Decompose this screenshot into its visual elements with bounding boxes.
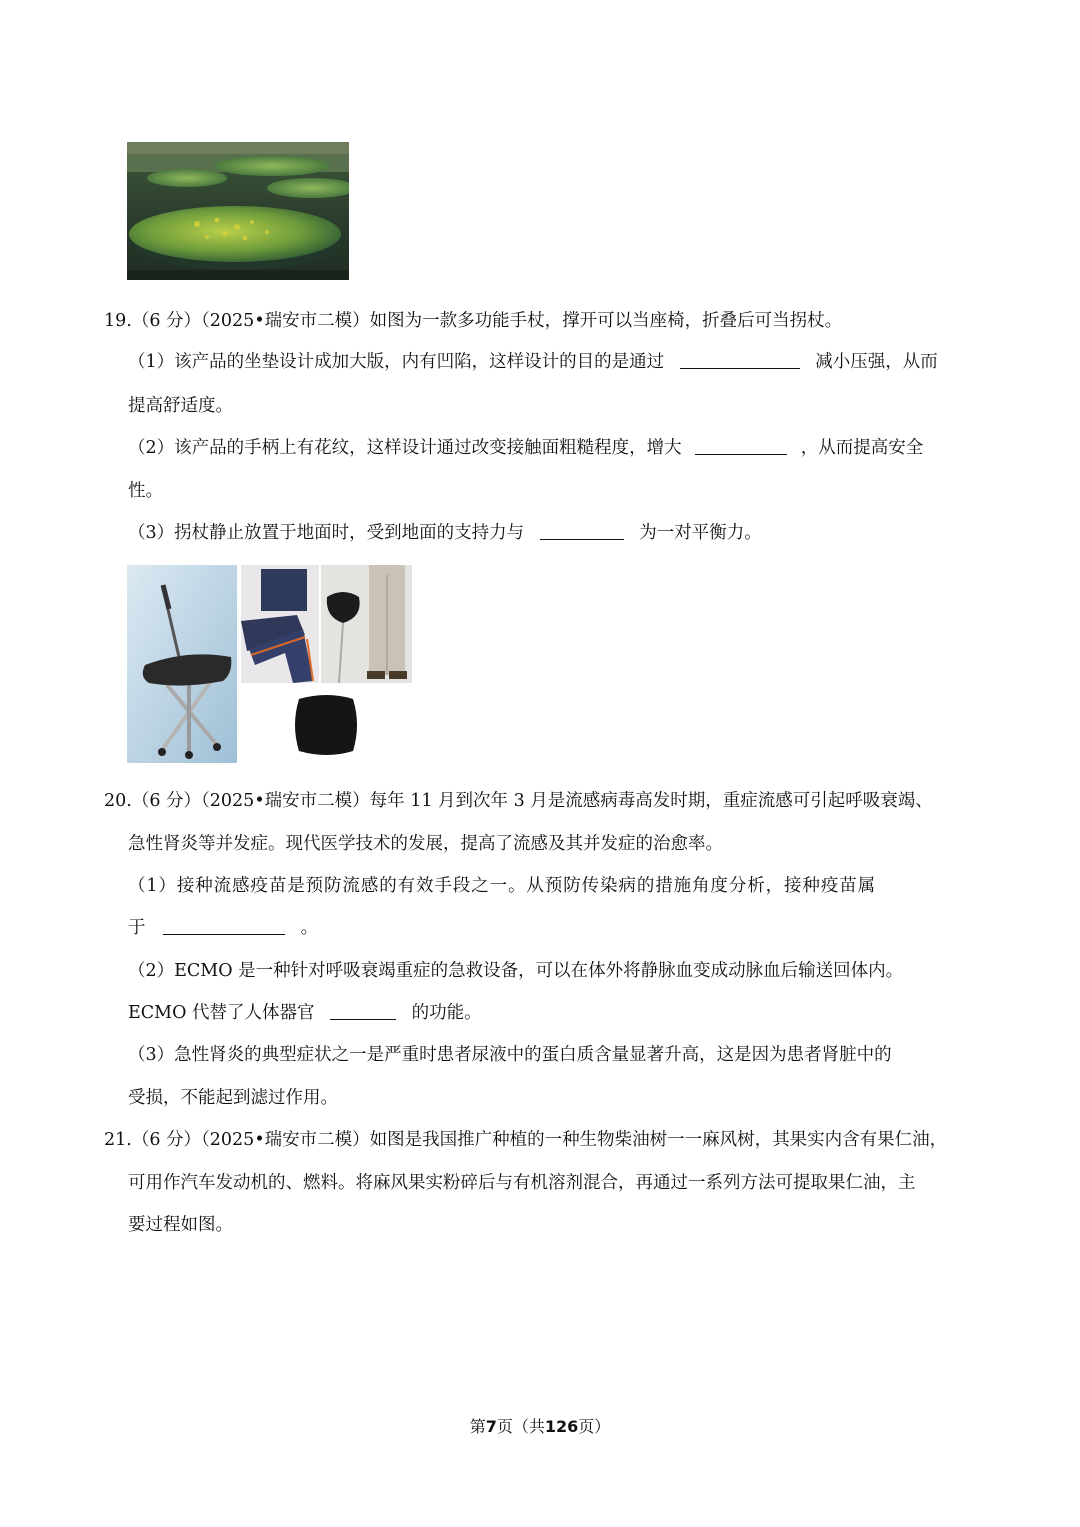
q19-stem: 19.（6 分）（2025•瑞安市二模）如图为一款多功能手杖，撑开可以当座椅，折叠后可当拐杖。	[104, 311, 843, 331]
q19-part1-text-b: 减小压强，从而	[815, 352, 938, 372]
q20-part2-text-b: ECMO 代替了人体器官	[128, 1003, 315, 1023]
q20-stem-line1: 20.（6 分）（2025•瑞安市二模）每年 11 月到次年 3 月是流感病毒高发时期，重症流感可引起呼吸衰竭、	[104, 791, 933, 811]
q20-part1-line1: （1）接种流感疫苗是预防流感的有效手段之一。从预防传染病的措施角度分析，接种疫苗属	[128, 876, 877, 896]
q20-part1-text-c: 。	[300, 918, 319, 938]
q20-part2-line1: （2）ECMO 是一种针对呼吸衰竭重症的急救设备，可以在体外将静脉血变成动脉血后输送回体内。	[128, 961, 904, 981]
q21-stem-line2: 可用作汽车发动机的、燃料。将麻风果实粉碎后与有机溶剂混合，再通过一系列方法可提取果仁油，主	[128, 1173, 916, 1193]
q21-stem-line3: 要过程如图。	[128, 1215, 233, 1235]
cane-seat-photo-collage	[127, 565, 412, 763]
q19-part2-text-b: ，从而提高安全	[800, 438, 924, 458]
q20-part1-line2	[128, 916, 318, 940]
q19-part1-line2: 提高舒适度。	[128, 396, 233, 416]
q19-part2-answer-blank[interactable]	[695, 436, 787, 455]
q19-part2-line2: 性。	[128, 481, 163, 501]
q20-part2-line2	[128, 1001, 482, 1025]
page-footer	[0, 1416, 1080, 1438]
q19-part3-line1	[128, 521, 762, 545]
floating-island-photo	[127, 142, 349, 280]
q19-part3-text-b: 为一对平衡力。	[639, 523, 762, 543]
footer-page-number: 7	[485, 1417, 497, 1436]
q20-stem-line2: 急性肾炎等并发症。现代医学技术的发展，提高了流感及其并发症的治愈率。	[128, 834, 723, 854]
footer-suffix: 页）	[578, 1417, 611, 1436]
q20-part1-answer-blank[interactable]	[163, 916, 285, 935]
q20-part1-text-b: 于	[128, 918, 146, 938]
q19-part1-text-a: （1）该产品的坐垫设计成加大版，内有凹陷，这样设计的目的是通过	[128, 352, 665, 372]
q20-part2-text-c: 的功能。	[411, 1003, 482, 1023]
q20-part3-line1: （3）急性肾炎的典型症状之一是严重时患者尿液中的蛋白质含量显著升高，这是因为患者肾脏中的	[128, 1045, 892, 1065]
q19-part1-answer-blank[interactable]	[680, 350, 800, 369]
footer-mid: 页（共	[496, 1417, 545, 1436]
q19-part3-text-a: （3）拐杖静止放置于地面时，受到地面的支持力与	[128, 523, 525, 543]
footer-prefix: 第	[469, 1417, 486, 1436]
q19-part2-line1	[128, 436, 923, 460]
q21-stem-line1: 21.（6 分）（2025•瑞安市二模）如图是我国推广种植的一种生物柴油树一一麻风树，其果实内含有果仁油，	[104, 1130, 948, 1150]
footer-total-pages: 126	[544, 1417, 579, 1436]
q20-part2-answer-blank[interactable]	[330, 1001, 396, 1020]
q19-part2-text-a: （2）该产品的手柄上有花纹，这样设计通过改变接触面粗糙程度，增大	[128, 438, 682, 458]
q19-part3-answer-blank[interactable]	[540, 521, 624, 540]
q20-part3-line2: 受损，不能起到滤过作用。	[128, 1088, 338, 1108]
q19-part1-line1	[128, 350, 938, 374]
